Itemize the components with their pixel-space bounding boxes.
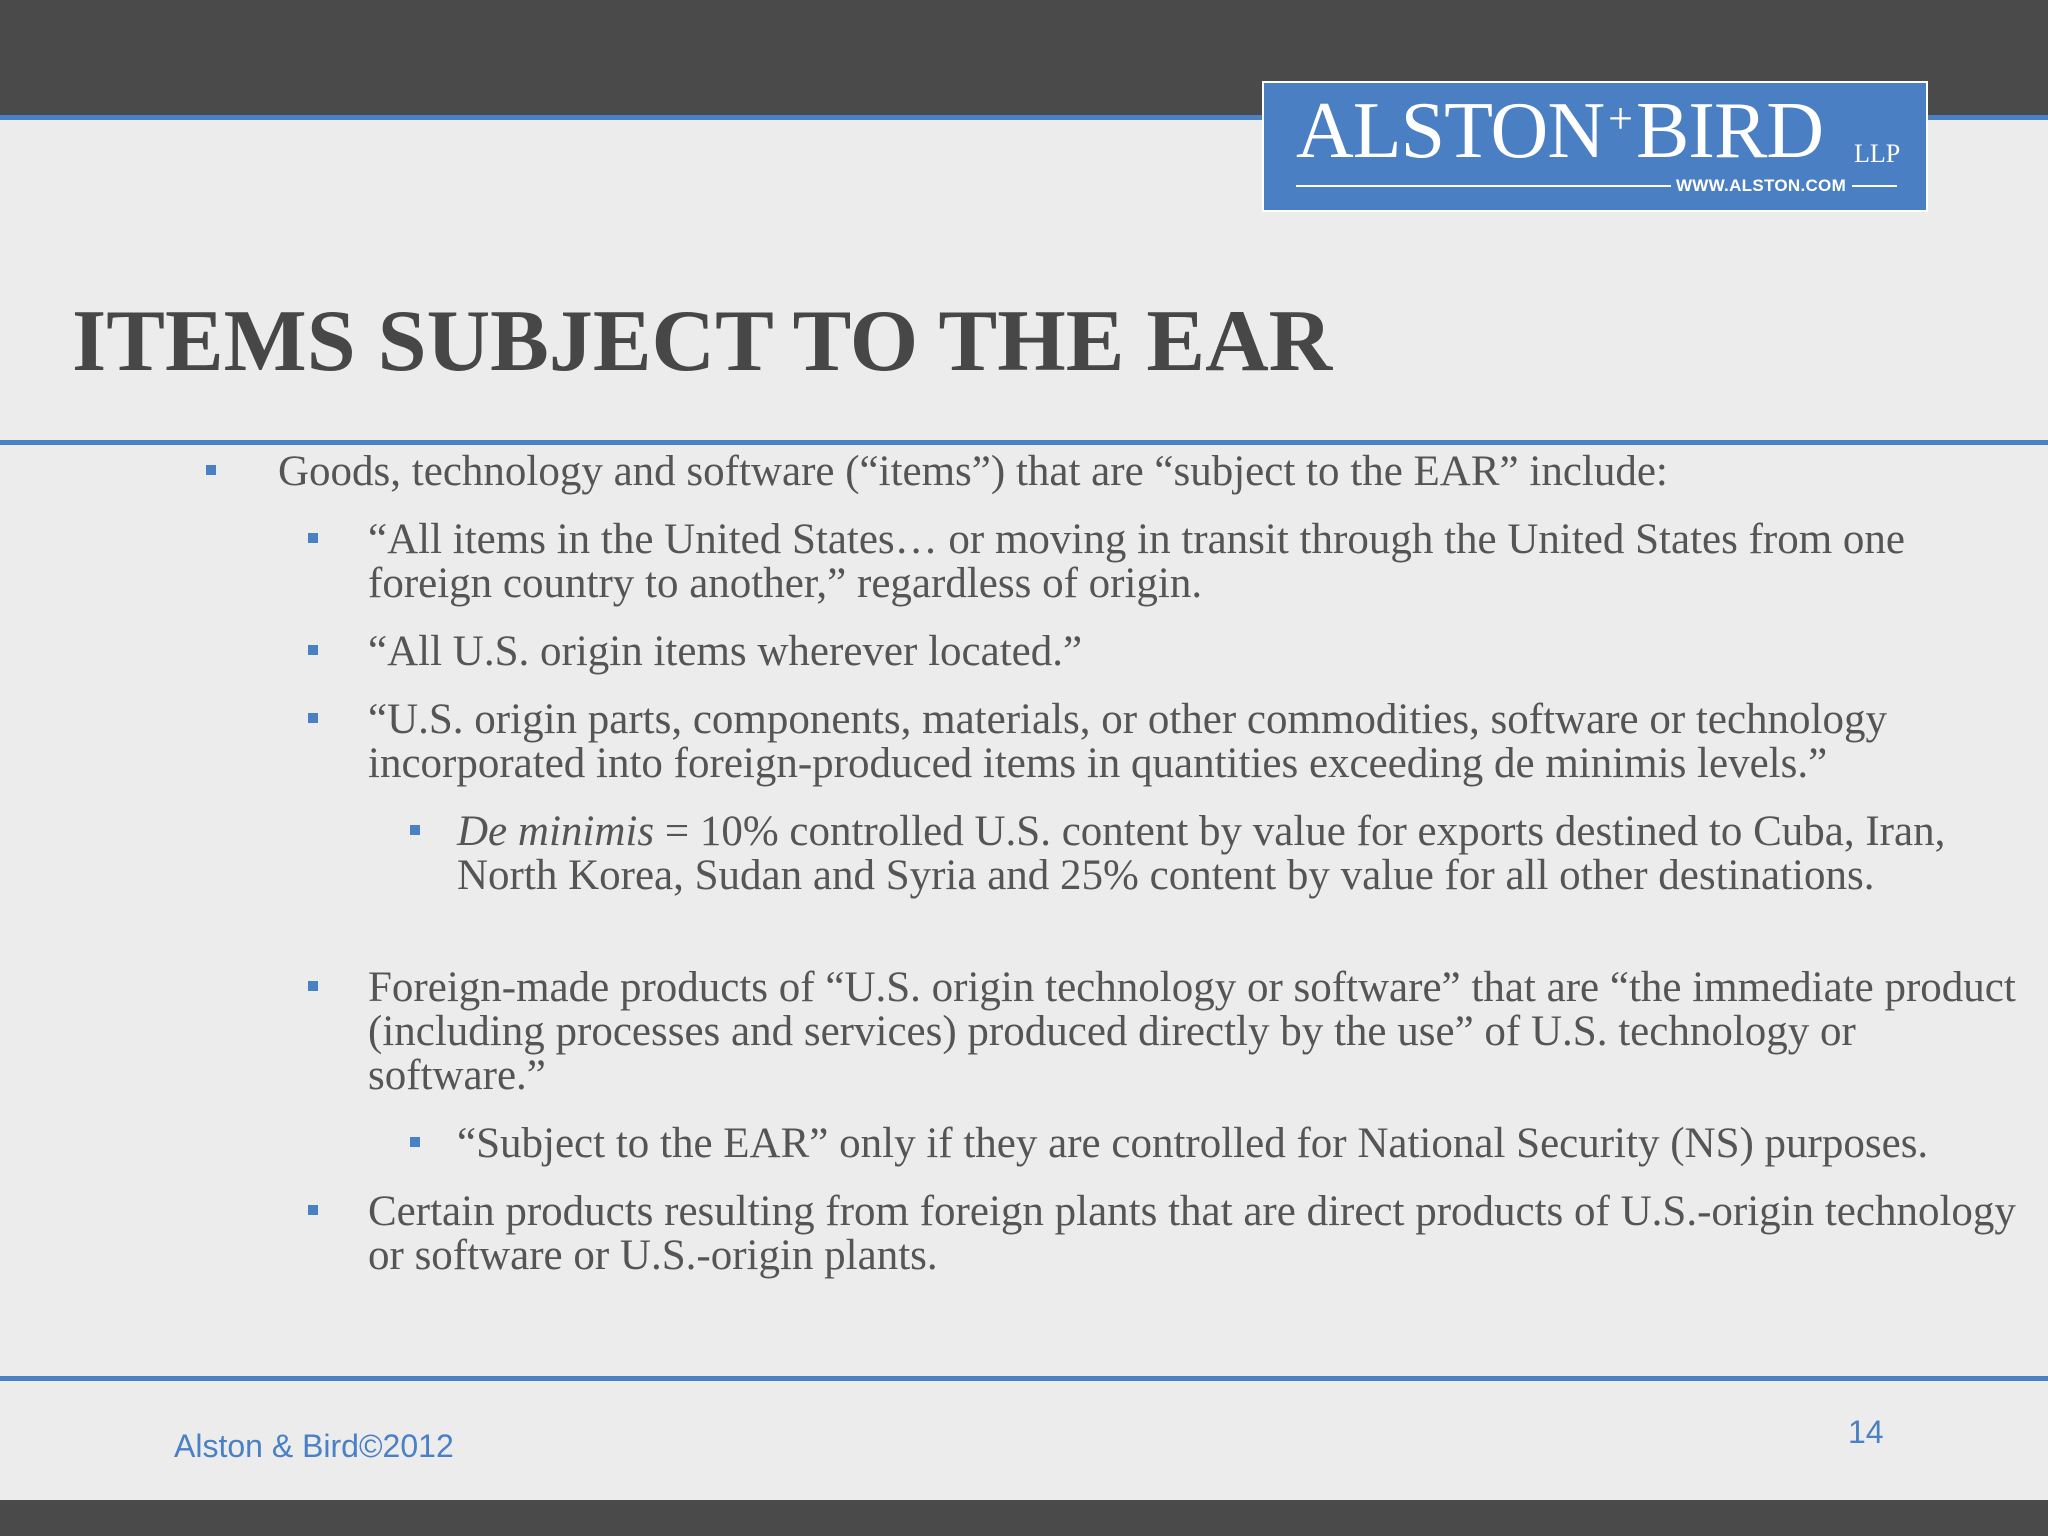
bullet-text: Goods, technology and software (“items”) that are “subject to the EAR” include: bbox=[278, 448, 1668, 495]
alston-bird-logo bbox=[1262, 81, 1928, 212]
bullet-text: “All U.S. origin items wherever located.” bbox=[368, 628, 1083, 675]
bullet-marker bbox=[308, 981, 318, 991]
bullet-item bbox=[457, 1122, 2047, 1166]
logo-rule-left bbox=[1296, 185, 1671, 187]
bullet-item bbox=[368, 966, 2018, 1098]
bullet-marker bbox=[410, 825, 420, 835]
bullet-item bbox=[368, 518, 2018, 606]
logo-url: WWW.ALSTON.COM bbox=[1675, 176, 1847, 195]
logo-suffix: LLP bbox=[1854, 139, 1901, 168]
bullet-text: = 10% controlled U.S. content by value for exports destined to Cuba, Iran, North Korea, Sudan and Syria and 25% content by value for all other destinations. bbox=[457, 808, 1946, 899]
slide-title: ITEMS SUBJECT TO THE EAR bbox=[72, 293, 1333, 390]
bullet-marker bbox=[410, 1137, 420, 1147]
bullet-marker bbox=[308, 533, 318, 543]
bullet-marker bbox=[308, 713, 318, 723]
bullet-item bbox=[368, 698, 2018, 786]
bullet-marker bbox=[308, 645, 318, 655]
logo-name: ALSTON bbox=[1296, 87, 1605, 175]
bullet-text: “U.S. origin parts, components, materials, or other commodities, software or technology incorporated into foreign-produced items in quantities exceeding de minimis levels.” bbox=[368, 696, 1887, 787]
page-number: 14 bbox=[1848, 1414, 1884, 1450]
bullet-item bbox=[368, 630, 2018, 674]
footer-copyright: Alston & Bird©2012 bbox=[174, 1428, 454, 1464]
bullet-marker bbox=[206, 465, 216, 475]
bottom-dark-bar bbox=[0, 1500, 2048, 1536]
title-accent-rule bbox=[0, 440, 2048, 445]
bullet-text: Foreign-made products of “U.S. origin technology or software” that are “the immediate product (including processes and services) produced directly by the use” of U.S. technology or software.” bbox=[368, 964, 2016, 1099]
bullet-item bbox=[457, 810, 2027, 898]
bullet-item bbox=[278, 450, 2018, 494]
logo-wordmark bbox=[1296, 87, 1824, 175]
bullet-italic-lead: De minimis bbox=[457, 808, 655, 855]
footer-accent-rule bbox=[0, 1376, 2048, 1381]
bullet-text: “Subject to the EAR” only if they are controlled for National Security (NS) purposes. bbox=[457, 1120, 1929, 1167]
logo-plus: + bbox=[1608, 94, 1632, 143]
bullet-text: “All items in the United States… or moving in transit through the United States from one foreign country to another,” regardless of origin. bbox=[368, 516, 1906, 607]
logo-rule-right bbox=[1852, 185, 1897, 187]
bullet-marker bbox=[308, 1205, 318, 1215]
bullet-text: Certain products resulting from foreign plants that are direct products of U.S.-origin technology or software or U.S.-origin plants. bbox=[368, 1188, 2016, 1279]
logo-name2: BIRD bbox=[1635, 87, 1824, 175]
bullet-item bbox=[368, 1190, 2018, 1278]
